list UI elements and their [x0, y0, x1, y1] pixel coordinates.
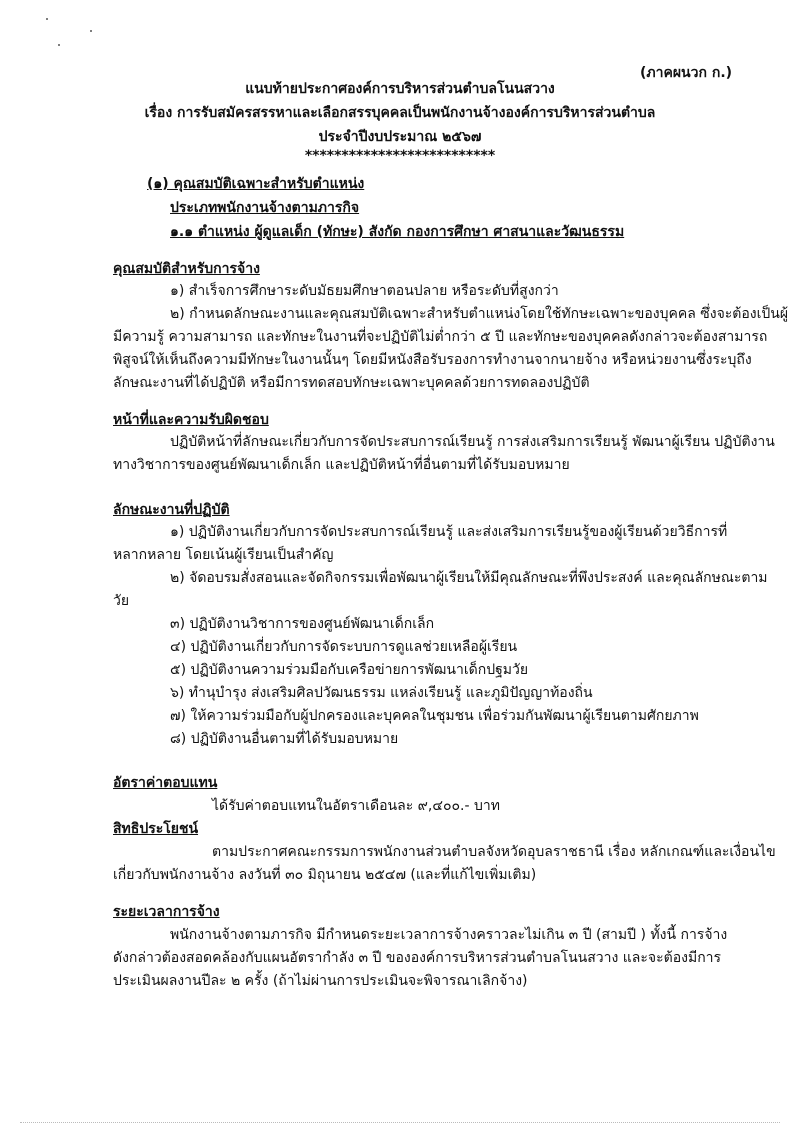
work-item-3: ๓) ปฏิบัติงานวิชาการของศูนย์พัฒนาเด็กเล็ก — [170, 616, 435, 632]
scan-speck — [58, 44, 60, 46]
header-line-3: ประจำปีงบประมาณ ๒๕๖๗ — [318, 129, 482, 145]
term-line-2: ดังกล่าวต้องสอดคล้องกับแผนอัตรากำลัง ๓ ปี ขององค์การบริหารส่วนตำบลโนนสวาง และจะต้องมีการ — [113, 950, 722, 966]
scan-speck — [46, 18, 48, 20]
benefits-line-1: ตามประกาศคณะกรรมการพนักงานส่วนตำบลจังหวัดอุบลราชธานี เรื่อง หลักเกณฑ์และเงื่อนไข — [212, 844, 776, 860]
benefits-heading: สิทธิประโยชน์ — [113, 821, 199, 837]
salary-heading: อัตราค่าตอบแทน — [113, 775, 218, 791]
work-item-2-line-1: ๒) จัดอบรมสั่งสอนและจัดกิจกรรมเพื่อพัฒนาผู้เรียนให้มีคุณลักษณะที่พึงประสงค์ และคุณลักษณะตาม — [170, 570, 768, 586]
duties-line-1: ปฏิบัติหน้าที่ลักษณะเกี่ยวกับการจัดประสบการณ์เรียนรู้ การส่งเสริมการเรียนรู้ พัฒนาผู้เรียน ปฏิบัติงาน — [170, 434, 775, 450]
qualification-item-2-line-2: มีความรู้ ความสามารถ และทักษะในงานที่จะปฏิบัติไม่ต่ำกว่า ๕ ปี และทักษะของบุคคลดังกล่าวจะต้องสามารถ — [113, 329, 768, 345]
qualification-item-2-line-3: พิสูจน์ให้เห็นถึงความมีทักษะในงานนั้นๆ โดยมีหนังสือรับรองการทำงานจากนายจ้าง หรือหน่วยงานซึ่งระบุถึง — [113, 352, 752, 368]
section-heading-qualifications-for-position: (๑) คุณสมบัติเฉพาะสำหรับตำแหน่ง — [147, 176, 365, 192]
work-item-1-line-2: หลากหลาย โดยเน้นผู้เรียนเป็นสำคัญ — [113, 547, 334, 563]
annex-label: (ภาคผนวก ก.) — [640, 65, 733, 81]
header-line-2: เรื่อง การรับสมัครสรรหาและเลือกสรรบุคคลเป็นพนักงานจ้างองค์การบริหารส่วนตำบล — [144, 105, 656, 121]
work-item-6: ๖) ทำนุบำรุง ส่งเสริมศิลปวัฒนธรรม แหล่งเรียนรู้ และภูมิปัญญาท้องถิ่น — [170, 685, 593, 701]
work-item-1-line-1: ๑) ปฏิบัติงานเกี่ยวกับการจัดประสบการณ์เรียนรู้ และส่งเสริมการเรียนรู้ของผู้เรียนด้วยวิธีการที่ — [170, 524, 728, 540]
scan-speck — [90, 30, 92, 32]
term-line-3: ประเมินผลงานปีละ ๒ ครั้ง (ถ้าไม่ผ่านการประเมินจะพิจารณาเลิกจ้าง) — [113, 973, 528, 989]
work-heading: ลักษณะงานที่ปฏิบัติ — [113, 502, 230, 518]
qualification-item-2-line-1: ๒) กำหนดลักษณะงานและคุณสมบัติเฉพาะสำหรับตำแหน่งโดยใช้ทักษะเฉพาะของบุคคล ซึ่งจะต้องเป็นผู้ — [170, 306, 789, 322]
salary-text: ได้รับค่าตอบแทนในอัตราเดือนละ ๙,๔๐๐.- บาท — [212, 798, 500, 814]
term-line-1: พนักงานจ้างตามภารกิจ มีกำหนดระยะเวลาการจ้างคราวละไม่เกิน ๓ ปี (สามปี ) ทั้งนี้ การจ้าง — [170, 927, 728, 943]
qualifications-heading: คุณสมบัติสำหรับการจ้าง — [113, 261, 260, 277]
employee-type: ประเภทพนักงานจ้างตามภารกิจ — [170, 200, 360, 216]
work-item-7: ๗) ให้ความร่วมมือกับผู้ปกครองและบุคคลในชุมชน เพื่อร่วมกันพัฒนาผู้เรียนตามศักยภาพ — [170, 708, 699, 724]
header-line-1: แนบท้ายประกาศองค์การบริหารส่วนตำบลโนนสวาง — [245, 81, 555, 97]
qualification-item-2-line-4: ลักษณะงานที่ได้ปฏิบัติ หรือมีการทดสอบทักษะเฉพาะบุคคลด้วยการทดลองปฏิบัติ — [113, 375, 590, 391]
benefits-line-2: เกี่ยวกับพนักงานจ้าง ลงวันที่ ๓๐ มิถุนายน ๒๕๔๗ (และที่แก้ไขเพิ่มเติม) — [113, 867, 537, 883]
duties-heading: หน้าที่และความรับผิดชอบ — [113, 412, 269, 428]
page-bottom-edge — [20, 1122, 780, 1123]
term-heading: ระยะเวลาการจ้าง — [113, 904, 220, 920]
duties-line-2: ทางวิชาการของศูนย์พัฒนาเด็กเล็ก และปฏิบัติหน้าที่อื่นตามที่ได้รับมอบหมาย — [113, 457, 570, 473]
header-separator: ************************** — [304, 148, 496, 164]
work-item-5: ๕) ปฏิบัติงานความร่วมมือกับเครือข่ายการพัฒนาเด็กปฐมวัย — [170, 662, 529, 678]
document-header — [0, 77, 800, 163]
work-item-2-line-2: วัย — [113, 593, 130, 609]
work-item-8: ๘) ปฏิบัติงานอื่นตามที่ได้รับมอบหมาย — [170, 731, 399, 747]
qualification-item-1: ๑) สำเร็จการศึกษาระดับมัธยมศึกษาตอนปลาย หรือระดับที่สูงกว่า — [170, 283, 559, 299]
position-title: ๑.๑ ตำแหน่ง ผู้ดูแลเด็ก (ทักษะ) สังกัด กองการศึกษา ศาสนาและวัฒนธรรม — [170, 224, 625, 240]
work-item-4: ๔) ปฏิบัติงานเกี่ยวกับการจัดระบบการดูแลช่วยเหลือผู้เรียน — [170, 639, 518, 655]
